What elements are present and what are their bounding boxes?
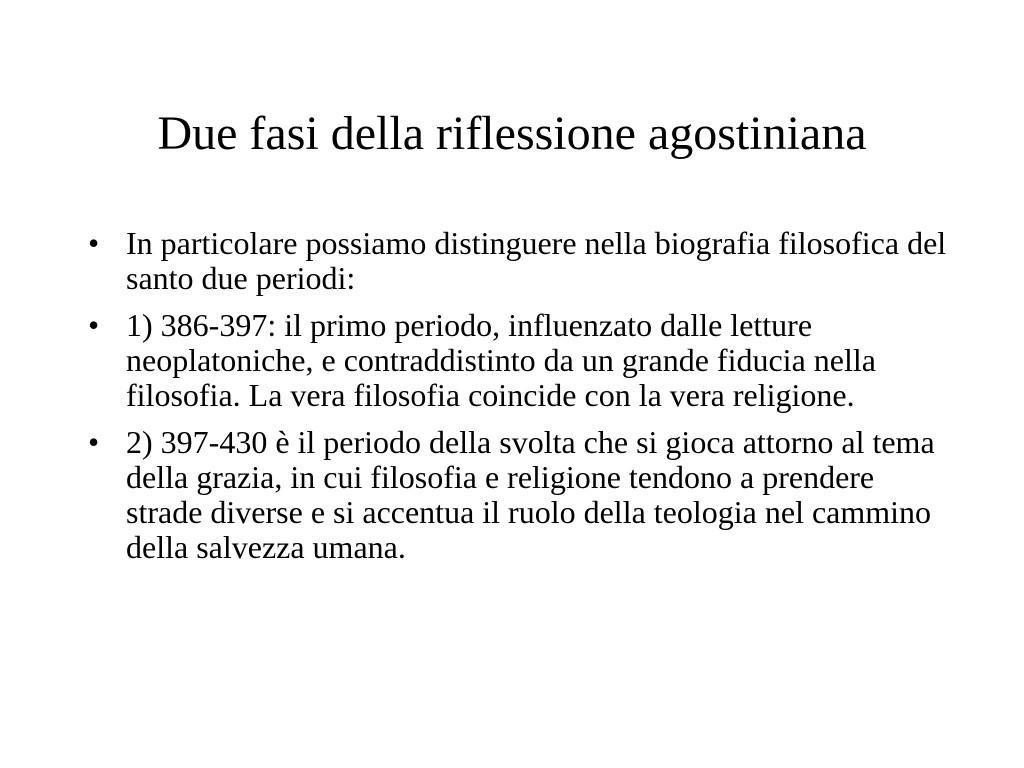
bullet-item-2 bbox=[88, 308, 948, 413]
bullet-icon: • bbox=[88, 307, 100, 343]
bullet-item-1 bbox=[88, 226, 948, 296]
bullet-item-3 bbox=[88, 425, 948, 565]
bullet-icon: • bbox=[88, 225, 100, 261]
bullet-text-3: 2) 397-430 è il periodo della svolta che si gioca attorno al tema della grazia, in cui filosofia e religione tendono a prendere strade diverse e si accentua il ruolo della teologia nel cammino della salvezza umana. bbox=[126, 424, 935, 565]
bullet-list bbox=[88, 226, 948, 577]
bullet-text-1: In particolare possiamo distinguere nella biografia filosofica del santo due periodi: bbox=[126, 225, 947, 296]
bullet-text-2: 1) 386-397: il primo periodo, influenzato dalle letture neoplatoniche, e contraddistinto da un grande fiducia nella filosofia. La vera filosofia coincide con la vera religione. bbox=[126, 307, 876, 413]
slide-title: Due fasi della riflessione agostiniana bbox=[157, 107, 867, 160]
bullet-icon: • bbox=[88, 424, 100, 460]
